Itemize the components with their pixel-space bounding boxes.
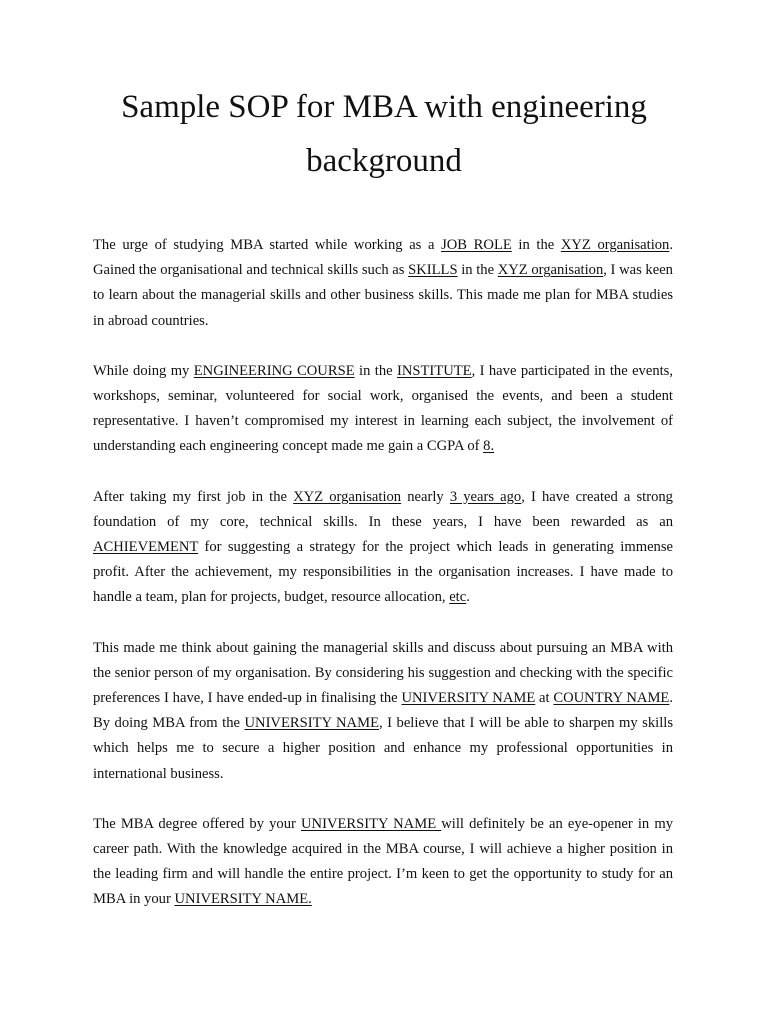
paragraph-text: at xyxy=(535,690,554,707)
placeholder-field: 8. xyxy=(483,438,495,455)
paragraph-text: nearly xyxy=(401,488,450,505)
placeholder-field: etc xyxy=(449,589,467,606)
placeholder-field: UNIVERSITY NAME xyxy=(301,815,442,832)
placeholder-field: XYZ organisation xyxy=(497,262,604,279)
paragraph-text: After taking my first job in the xyxy=(93,488,294,505)
paragraph-text: , I have participated in the events, workshops, seminar, volunteered for social work, organised the events, and been a student representative. I haven’t compromised my interest in learning each subject, the involvement of understanding each engineering concept made me gain a CGPA of xyxy=(93,362,674,455)
paragraph-text: While doing my xyxy=(93,362,194,379)
placeholder-field: UNIVERSITY NAME xyxy=(401,690,536,707)
placeholder-field: 3 years ago xyxy=(449,488,522,505)
paragraph-text: for suggesting a strategy for the project which leads in generating immense profit. After the achievement, my responsibilities in the organisation increases. I have made to handle a team, plan for projects, budget, resource allocation, xyxy=(93,539,673,606)
paragraph-text: . xyxy=(466,589,470,606)
paragraph-text: in the xyxy=(457,262,498,279)
paragraph-text: . By doing MBA from the xyxy=(93,690,673,732)
paragraph-1 xyxy=(93,233,673,334)
placeholder-field: ACHIEVEMENT xyxy=(93,539,199,556)
paragraph-5 xyxy=(93,812,673,913)
placeholder-field: COUNTRY NAME xyxy=(553,690,670,707)
placeholder-field: ENGINEERING COURSE xyxy=(193,362,355,379)
paragraph-text: , I believe that I will be able to sharpen my skills which helps me to secure a higher position and enhance my professional opportunities in international business. xyxy=(93,715,673,782)
placeholder-field: UNIVERSITY NAME. xyxy=(174,891,312,908)
document-title xyxy=(80,80,688,188)
placeholder-field: XYZ organisation xyxy=(560,237,670,253)
title-line-1: Sample SOP for MBA with engineering xyxy=(121,89,647,125)
placeholder-field: SKILLS xyxy=(408,262,458,279)
paragraph-text: , I was keen to learn about the managerial skills and other business skills. This made me plan for MBA studies in abroad countries. xyxy=(93,262,673,329)
paragraph-text: will definitely be an eye-opener in my career path. With the knowledge acquired in the MBA course, I will achieve a higher position in the leading firm and will handle the entire project. I’m keen to get the opportunity to study for an MBA in your xyxy=(93,815,674,908)
paragraph-text: The MBA degree offered by your xyxy=(93,815,301,832)
placeholder-field: XYZ organisation xyxy=(293,488,402,505)
paragraph-text: in the xyxy=(354,362,397,379)
paragraph-text: . Gained the organisational and technical skills such as xyxy=(93,237,673,279)
paragraph-2 xyxy=(93,359,673,460)
paragraph-4 xyxy=(93,636,673,787)
paragraph-text: , I have created a strong foundation of my core, technical skills. In these years, I have been rewarded as an xyxy=(93,488,673,530)
paragraph-text: This made me think about gaining the managerial skills and discuss about pursuing an MBA with the senior person of my organisation. By considering his suggestion and checking with the specific preferences I have, I have ended-up in finalising the xyxy=(93,639,673,707)
paragraph-3 xyxy=(93,485,673,611)
title-line-2: background xyxy=(306,143,462,179)
paragraph-text: in the xyxy=(511,237,561,253)
paragraph-text: The urge of studying MBA started while working as a xyxy=(93,237,442,253)
document-body xyxy=(93,233,673,938)
placeholder-field: JOB ROLE xyxy=(441,237,512,253)
placeholder-field: INSTITUTE xyxy=(397,362,472,379)
placeholder-field: UNIVERSITY NAME xyxy=(244,715,379,732)
